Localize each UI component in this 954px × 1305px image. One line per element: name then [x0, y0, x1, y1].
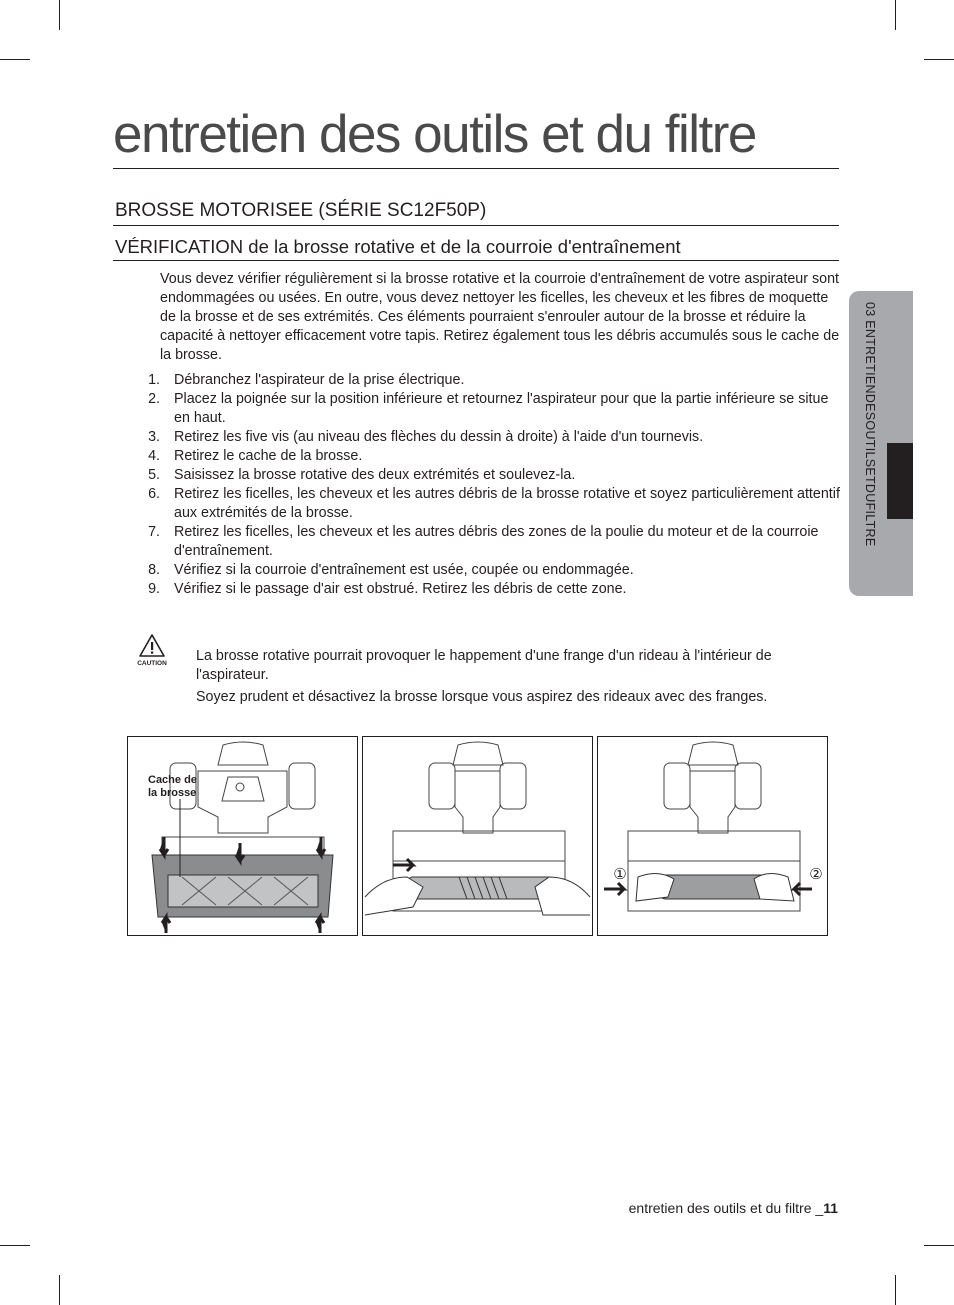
list-item — [140, 523, 840, 561]
footer-text: entretien des outils et du filtre _ — [628, 1200, 824, 1216]
callout-line: Cache de — [148, 774, 197, 786]
crop-mark — [895, 1275, 896, 1305]
list-item — [140, 371, 840, 390]
brush-lift-drawing — [363, 737, 592, 935]
marker-2: ② — [809, 865, 823, 883]
figure-lift-brush — [362, 736, 593, 936]
page-title: entretien des outils et du filtre — [113, 105, 756, 164]
step-text: Saisissez la brosse rotative des deux extrémités et soulevez-la. — [174, 467, 576, 483]
brush-cover-callout — [148, 774, 197, 800]
steps-list — [140, 371, 840, 599]
step-text: Vérifiez si le passage d'air est obstrué. Retirez les débris de cette zone. — [174, 581, 627, 597]
brush-ends-drawing — [598, 737, 827, 935]
step-number: 1. — [148, 372, 160, 388]
subsection-title: VÉRIFICATION de la brosse rotative et de la courroie d'entraînement — [115, 236, 681, 257]
caution-label: CAUTION — [137, 660, 167, 667]
crop-mark — [895, 0, 896, 30]
marker-1: ① — [613, 865, 627, 883]
list-item — [140, 447, 840, 466]
caution-paragraph: Soyez prudent et désactivez la brosse lorsque vous aspirez des rideaux avec des franges. — [196, 689, 768, 705]
crop-mark — [0, 1245, 30, 1246]
chapter-tab-marker — [887, 443, 913, 519]
step-number: 4. — [148, 448, 160, 464]
figure-brush-cover — [127, 736, 358, 936]
callout-line: la brosse — [148, 787, 197, 799]
step-text: Débranchez l'aspirateur de la prise électrique. — [174, 372, 465, 388]
step-number: 6. — [148, 486, 160, 502]
step-number: 9. — [148, 581, 160, 597]
page-footer — [629, 1200, 838, 1216]
list-item — [140, 466, 840, 485]
section-title: BROSSE MOTORISEE (SÉRIE SC12F50P) — [115, 200, 487, 221]
list-item — [140, 580, 840, 599]
brush-head-drawing — [128, 737, 357, 935]
step-number: 3. — [148, 429, 160, 445]
crop-mark — [59, 1275, 60, 1305]
step-number: 2. — [148, 391, 160, 407]
caution-icon — [136, 632, 168, 668]
step-text: Retirez les ficelles, les cheveux et les autres débris de la brosse rotative et soyez particulièrement attentif aux extrémités de la brosse. — [174, 486, 840, 521]
subsection-rule — [113, 260, 839, 261]
crop-mark — [0, 59, 30, 60]
title-rule — [113, 168, 839, 169]
section-rule — [113, 225, 839, 226]
step-text: Retirez le cache de la brosse. — [174, 448, 363, 464]
step-number: 7. — [148, 524, 160, 540]
list-item — [140, 428, 840, 447]
caution-paragraph: La brosse rotative pourrait provoquer le happement d'une frange d'un rideau à l'intérieur de l'aspirateur. — [196, 648, 772, 683]
list-item — [140, 561, 840, 580]
page-number: 11 — [823, 1200, 838, 1216]
step-text: Vérifiez si la courroie d'entraînement est usée, coupée ou endommagée. — [174, 562, 634, 578]
list-item — [140, 485, 840, 523]
step-text: Placez la poignée sur la position inférieure et retournez l'aspirateur pour que la partie inférieure se situe en haut. — [174, 391, 829, 426]
caution-text — [196, 647, 836, 710]
step-text: Retirez les ficelles, les cheveux et les autres débris des zones de la poulie du moteur et de la courroie d'entraînement. — [174, 524, 819, 559]
crop-mark — [924, 59, 954, 60]
crop-mark — [59, 0, 60, 30]
crop-mark — [924, 1245, 954, 1246]
figure-brush-ends — [597, 736, 828, 936]
chapter-tab-label: 03 ENTRETIENDESOUTILSETDUFILTRE — [863, 302, 877, 547]
step-text: Retirez les five vis (au niveau des flèches du dessin à droite) à l'aide d'un tournevis. — [174, 429, 704, 445]
intro-paragraph: Vous devez vérifier régulièrement si la brosse rotative et la courroie d'entraînement de votre aspirateur sont endommagées ou usées. En outre, vous devez nettoyer les ficelles, les cheveux et les fibres de moquette de la brosse et de ses extrémités. Ces éléments pourraient s'enrouler autour de la brosse et réduire la capacité à nettoyer efficacement votre tapis. Retirez également tous les débris accumulés sous le cache de la brosse. — [160, 271, 840, 363]
list-item — [140, 390, 840, 428]
step-number: 8. — [148, 562, 160, 578]
step-number: 5. — [148, 467, 160, 483]
